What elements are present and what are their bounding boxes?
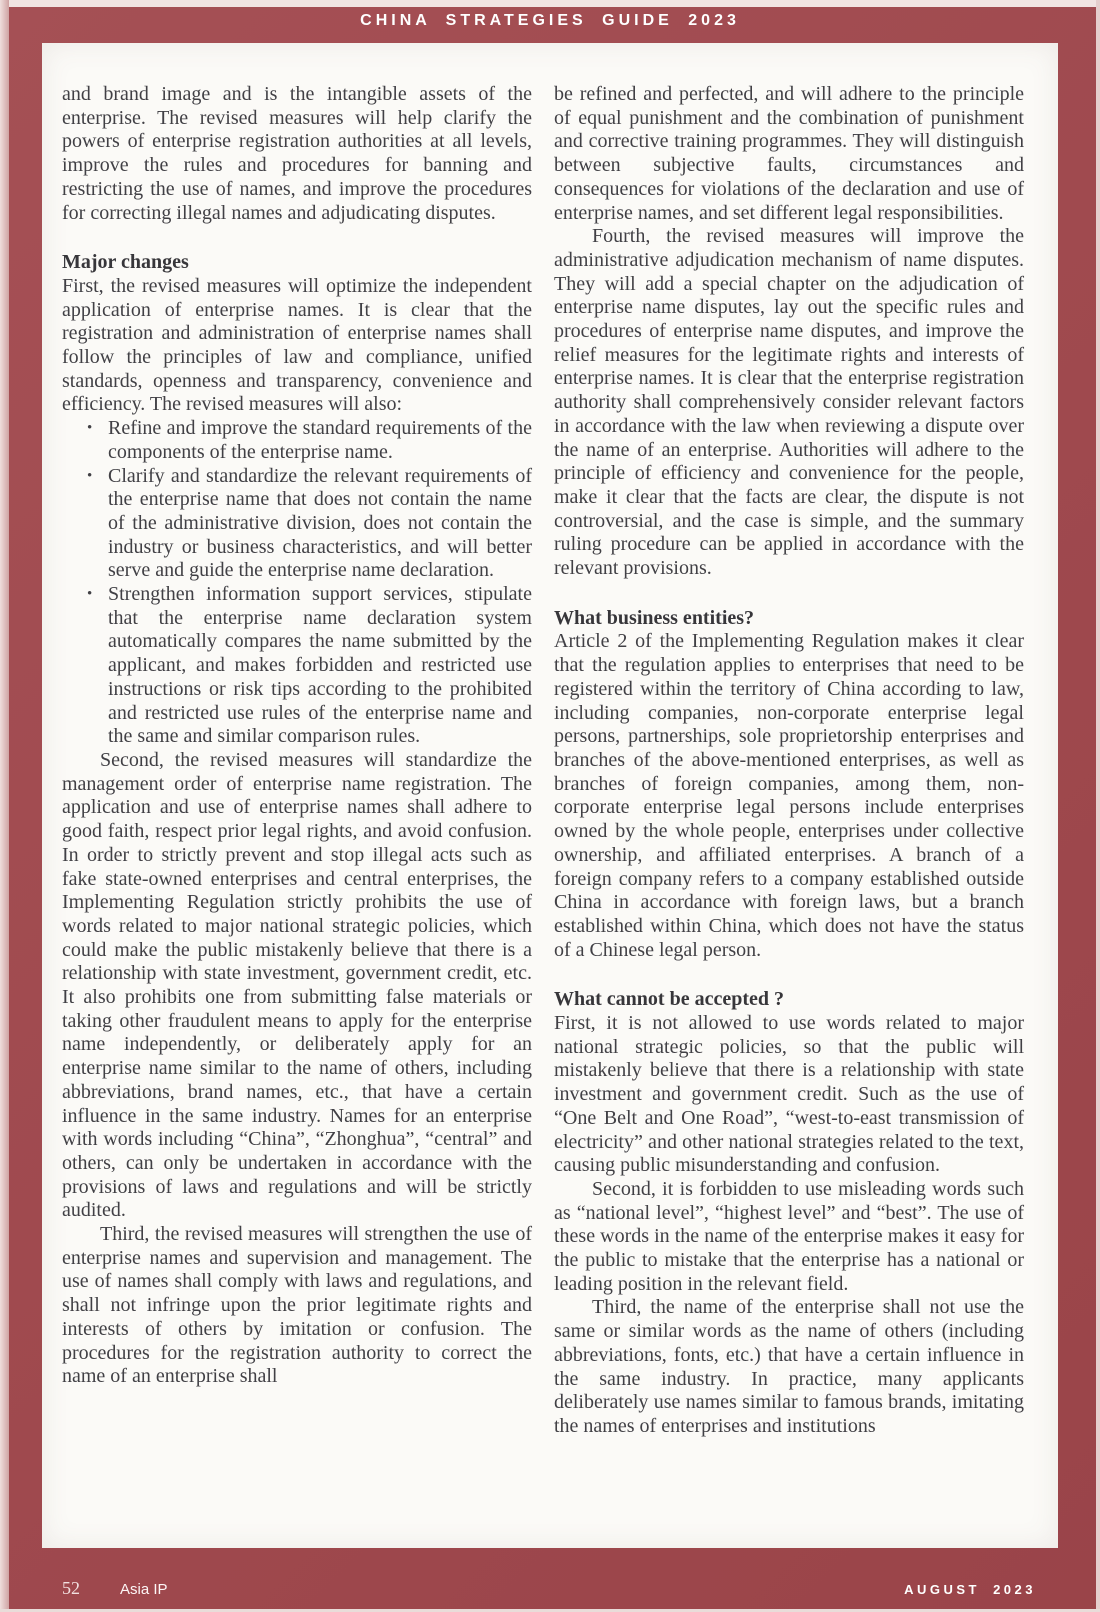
section-heading-business-entities: What business entities? [554, 606, 755, 629]
section-heading-major-changes: Major changes [62, 251, 189, 274]
paragraph: be refined and perfected, and will adhere to the principle of equal punishment and the combination of punishment and corrective training programmes. They will distinguish between subjective faults, circumstances and consequences for violations of the declaration and use of enterprise names, and set different legal responsibilities. [554, 83, 1024, 224]
bullet-item: • Refine and improve the standard requirements of the components of the enterprise name. [108, 417, 532, 464]
left-column [62, 83, 532, 1439]
paragraph: and brand image and is the intangible assets of the enterprise. The revised measures will help clarify the powers of enterprise registration authorities at all levels, improve the rules and procedures for banning and restricting the use of names, and improve the procedures for correcting illegal names and adjudicating disputes. [62, 83, 532, 224]
page-header-title: CHINA STRATEGIES GUIDE 2023 [360, 12, 740, 29]
footer-page-number: 52 [62, 1578, 80, 1598]
paragraph: Fourth, the revised measures will improve the administrative adjudication mechanism of name disputes. They will add a special chapter on the adjudication of enterprise name disputes, lay out the specific rules and procedures of enterprise name disputes, and improve the relief measures for the legitimate rights and interests of enterprise names. It is clear that the enterprise registration authority shall comprehensively consider relevant factors in accordance with the law when reviewing a dispute over the name of an enterprise. Authorities will adhere to the principle of efficiency and convenience for the people, make it clear that the facts are clear, the dispute is not controversial, and the case is simple, and the summary ruling procedure can be applied in accordance with the relevant provisions. [554, 225, 1024, 580]
paragraph: Second, it is forbidden to use misleading words such as “national level”, “highest level” and “best”. The use of these words in the name of the enterprise makes it easy for the public to mistake that the enterprise has a national or leading position in the relevant field. [554, 1177, 1024, 1295]
paragraph: Second, the revised measures will standardize the management order of enterprise name registration. The application and use of enterprise names shall adhere to good faith, respect prior legal rights, and avoid confusion. In order to strictly prevent and stop illegal acts such as fake state-owned enterprises and central enterprises, the Implementing Regulation strictly prohibits the use of words related to major national strategic policies, which could make the public mistakenly believe that there is a relationship with state investment, government credit, etc. It also prohibits one from submitting false materials or taking other fraudulent means to apply for the enterprise name independently, or deliberately apply for an enterprise name similar to the name of others, including abbreviations, brand names, etc., that have a certain influence in the same industry. Names for an enterprise with words including “China”, “Zhonghua”, “central” and others, can only be undertaken in accordance with the provisions of laws and regulations and will be strictly audited. [62, 748, 532, 1222]
paragraph: Third, the name of the enterprise shall not use the same or similar words as the name of others (including abbreviations, fonts, etc.) that have a certain influence in the same industry. In practice, many applicants deliberately use names similar to famous brands, imitating the names of enterprises and institutions [554, 1296, 1024, 1437]
paragraph: First, the revised measures will optimize the independent application of enterprise names. It is clear that the registration and administration of enterprise names shall follow the principles of law and compliance, unified standards, openness and transparency, convenience and efficiency. The revised measures will also: [62, 274, 532, 416]
content-page [42, 43, 1058, 1548]
footer-issue-date: AUGUST 2023 [904, 1582, 1036, 1597]
footer-publication-name: Asia IP [120, 1581, 168, 1598]
paragraph: Third, the revised measures will strengthen the use of enterprise names and supervision and management. The use of names shall comply with laws and regulations, and shall not infringe upon the prior legitimate rights and interests of others by imitation or confusion. The procedures for the registration authority to correct the name of an enterprise shall [62, 1223, 532, 1388]
two-column-layout [42, 43, 1058, 1439]
bullet-item: • Strengthen information support services, stipulate that the enterprise name declaration system automatically compares the name submitted by the applicant, and makes forbidden and restricted use instructions or risk tips according to the prohibited and restricted use rules of the enterprise name and the same and similar comparison rules. [108, 583, 532, 749]
scan-edge-top [0, 0, 1100, 7]
bullet-item: • Clarify and standardize the relevant requirements of the enterprise name that does not contain the name of the administrative division, does not contain the industry or business characteristics, and will better serve and guide the enterprise name declaration. [108, 465, 532, 584]
footer-left [62, 1578, 168, 1599]
paragraph: First, it is not allowed to use words related to major national strategic policies, so that the public will mistakenly believe that there is a relationship with state investment and government credit. Such as the use of “One Belt and One Road”, “west-to-east transmission of electricity” and other national strategies related to the text, causing public misunderstanding and confusion. [554, 1012, 1024, 1177]
paragraph: Article 2 of the Implementing Regulation makes it clear that the regulation applies to enterprises that need to be registered within the territory of China according to law, including companies, non-corporate enterprise legal persons, partnerships, sole proprietorship enterprises and branches of the above-mentioned enterprises, as well as branches of foreign companies, among them, non-corporate enterprise legal persons include enterprises owned by the whole people, enterprises under collective ownership, and affiliated enterprises. A branch of a foreign company refers to a company established outside China in accordance with foreign laws, but a branch established within China, which does not have the status of a Chinese legal person. [554, 630, 1024, 961]
scan-edge-right [1096, 0, 1100, 1612]
scan-edge-left [0, 0, 9, 1612]
right-column [554, 83, 1024, 1439]
section-heading-cannot-be-accepted: What cannot be accepted ? [554, 988, 784, 1011]
bullet-list [62, 417, 532, 749]
